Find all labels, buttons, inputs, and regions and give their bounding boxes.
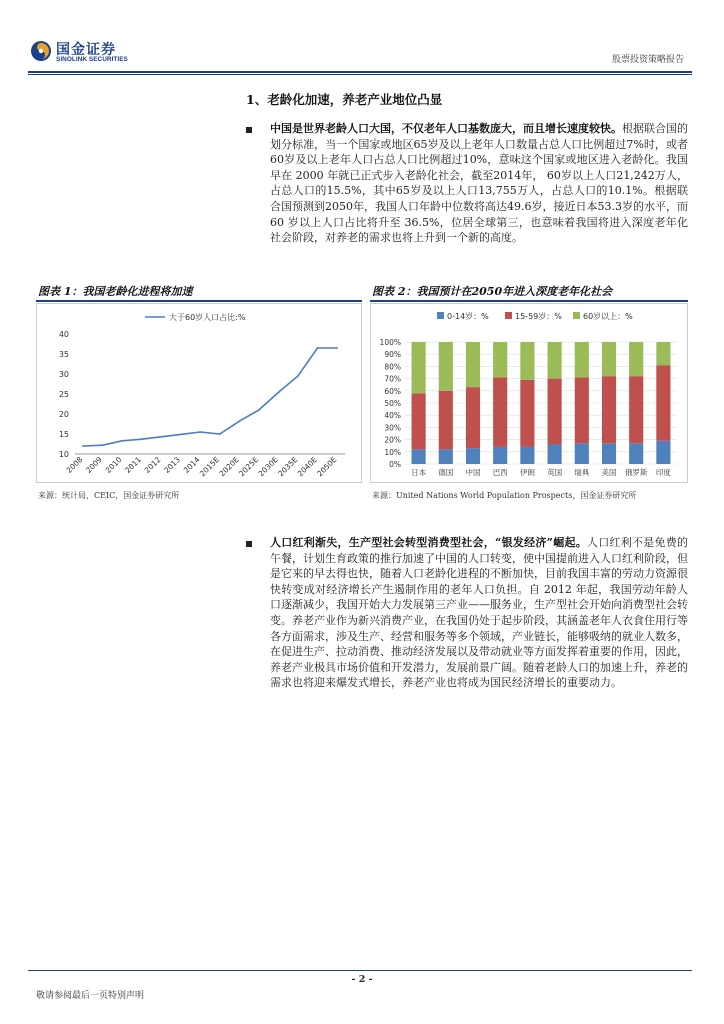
data-point [238,420,240,422]
legend-label: 大于60岁人口占比:% [169,313,246,322]
x-tick-label: 2013 [162,455,183,475]
disclaimer-note: 敬请参阅最后一页特别声明 [36,991,145,1001]
y-tick-label: 35 [58,350,69,359]
data-point [258,409,260,411]
paragraph-lead: 中国是世界老龄人口大国，不仅老年人口基数庞大，而且增长速度较快。 [270,122,622,135]
y-tick-label: 10% [384,447,401,457]
data-point [160,436,162,438]
series-line-60plus [83,348,337,446]
bar-segment [439,449,453,464]
x-tick-label: 2020E [217,455,241,479]
bar-segment [548,444,562,464]
x-tick-label: 2035E [276,455,300,479]
x-category-label: 英国 [547,468,563,477]
x-category-label: 日本 [411,468,427,477]
x-tick-label: 2009 [84,455,104,475]
logo-english-name: SINOLINK SECURITIES [56,56,128,63]
x-tick-label: 2010 [103,455,124,475]
x-tick-label: 2040E [295,455,319,479]
data-point [121,440,123,442]
bar-segment [412,393,426,449]
bar-segment [412,342,426,393]
legend-label: 0-14岁：% [447,312,489,321]
y-tick-label: 50% [384,399,401,408]
y-tick-label: 30 [58,370,69,379]
paragraph-silver-economy [270,535,688,691]
x-category-label: 美国 [601,468,617,477]
logo-chinese-name: 国金证券 [56,42,116,58]
data-point [277,392,279,394]
aging-line-chart [37,304,361,482]
data-point [82,445,84,447]
bar-segment [493,377,507,447]
y-tick-label: 100% [379,338,401,347]
data-point [317,347,319,349]
data-point [199,431,201,433]
figure-2-chart [370,303,688,483]
bar-segment [466,387,480,448]
header-rule-thin [28,74,692,75]
y-tick-label: 80% [384,362,401,372]
legend-swatch [573,312,580,319]
x-tick-label: 2014 [181,455,202,475]
y-tick-label: 0% [389,460,401,469]
paragraph-body: 人口红利不是免费的午餐，计划生育政策的推行加速了中国的人口转变，使中国提前进入人口红利阶段，但是它来的早去得也快，随着人口老龄化进程的不断加快，目前我国丰富的劳动力资源很快转变成对经济增长产生遏制作用的老年人口负担。自 2012 年起，我国劳动年龄人口逐渐减少，我国开始大力发展第三产业——服务业，生产型社会开始向消费型社会转变。养老产业作为新兴消费产业，在我国仍处于起步阶段，其涵盖老年人衣食住用行等各方面需求，涉及生产、经营和服务等多个领域，产业链长，能够吸纳的就业人数多，在促进生产、拉动消费、推动经济发展以及带动就业等方面发挥着重要的作用，因此，养老产业极具市场价值和开发潜力，发展前景广阔。随着老龄人口的加速上升，养老的需求也将迎来爆发式增长，养老产业也将成为国民经济增长的重要动力。 [270,536,689,690]
bar-segment [629,443,643,464]
bar-segment [439,342,453,391]
bar-segment [466,448,480,464]
y-tick-label: 15 [58,430,69,439]
x-tick-label: 2012 [142,455,163,475]
paragraph-lead: 人口红利渐失，生产型社会转型消费型社会，“银发经济”崛起。 [270,536,587,549]
bar-segment [602,376,616,443]
bullet-marker [246,541,252,547]
bar-segment [412,449,426,464]
bar-segment [548,342,562,379]
bar-segment [602,342,616,376]
bar-segment [629,376,643,443]
section-title: 1、老龄化加速，养老产业地位凸显 [246,92,443,107]
bar-segment [602,443,616,464]
bar-segment [548,379,562,445]
bar-segment [575,443,589,464]
bullet-marker [246,127,252,133]
legend-label: 15-59岁：% [515,312,562,321]
data-point [180,434,182,436]
footer-rule [28,970,692,971]
data-point [219,433,221,435]
x-category-label: 中国 [465,468,481,477]
bar-segment [656,342,670,365]
y-tick-label: 20% [384,435,401,445]
x-tick-label: 2015E [197,455,222,479]
sinolink-logo-icon [30,40,52,62]
x-category-label: 伊朗 [519,468,535,477]
y-tick-label: 40% [384,411,401,421]
x-category-label: 巴西 [492,468,508,477]
x-tick-label: 2011 [123,455,144,475]
report-type-label: 股票投资策略报告 [611,55,684,65]
bar-segment [466,342,480,387]
bar-segment [439,391,453,450]
y-tick-label: 40 [58,330,69,339]
bar-segment [575,342,589,377]
bar-segment [656,441,670,464]
paragraph-body: 根据联合国的划分标准，当一个国家或地区65岁及以上老年人口数量占总人口比例超过7%时，或者60岁及以上老年人口占总人口比例超过10%，意味这个国家或地区进入老龄化。我国早在 2000 年就已正式步入老龄化社会，截至2014年， 60岁以上人口21,242万人，占总人口的15.5%，其中65岁及以上人口13,755万人，占总人口的10.1%。根据联合国预测到2050年，我国人口年龄中位数将高达49.6岁，接近日本53.3岁的水平，而 60 岁以上人口占比将升至 36.5%，位居全球第三，也意味着我国将进入深度老年化社会阶段，对养老的需求也将上升到一个新的高度。 [270,122,688,245]
y-tick-label: 90% [384,350,401,360]
x-category-label: 印度 [655,468,671,477]
figure-2-title: 图表 2：我国预计在2050年进入深度老年化社会 [372,285,613,298]
bar-segment [493,342,507,377]
figure-1-chart [36,303,362,483]
paragraph-aging-population [270,121,688,246]
legend-swatch [437,312,444,319]
y-tick-label: 25 [58,390,69,399]
x-tick-label: 2025E [237,455,261,479]
x-category-label: 俄罗斯 [624,468,648,477]
figure-1-rule [36,300,362,302]
x-tick-label: 2030E [256,455,280,479]
y-tick-label: 30% [384,423,401,433]
y-tick-label: 60% [384,386,401,396]
x-tick-label: 2050E [315,455,339,479]
bar-segment [520,380,534,447]
bar-segment [520,447,534,464]
data-point [102,444,104,446]
y-tick-label: 10 [58,450,69,459]
figure-2-source: 来源：United Nations World Population Prospects，国金证券研究所 [372,491,637,500]
y-tick-label: 70% [384,374,401,384]
figure-1-source: 来源：统计局，CEIC，国金证券研究所 [38,491,180,500]
x-category-label: 瑞典 [574,468,590,477]
x-tick-label: 2008 [64,455,85,475]
header-rule [28,71,692,73]
y-tick-label: 20 [58,410,69,419]
bar-segment [520,342,534,380]
figure-1-title: 图表 1：我国老龄化进程将加速 [38,285,193,298]
data-point [297,375,299,377]
page-number: - 2 - [351,974,373,985]
bar-segment [629,342,643,376]
data-point [141,438,143,440]
bar-segment [656,365,670,441]
bar-segment [493,447,507,464]
figure-2-rule [370,300,688,302]
legend-swatch [505,312,512,319]
age-structure-bar-chart [371,304,687,482]
data-point [336,347,338,349]
legend-label: 60岁以上：% [583,312,633,321]
x-category-label: 德国 [438,468,454,477]
bar-segment [575,377,589,443]
